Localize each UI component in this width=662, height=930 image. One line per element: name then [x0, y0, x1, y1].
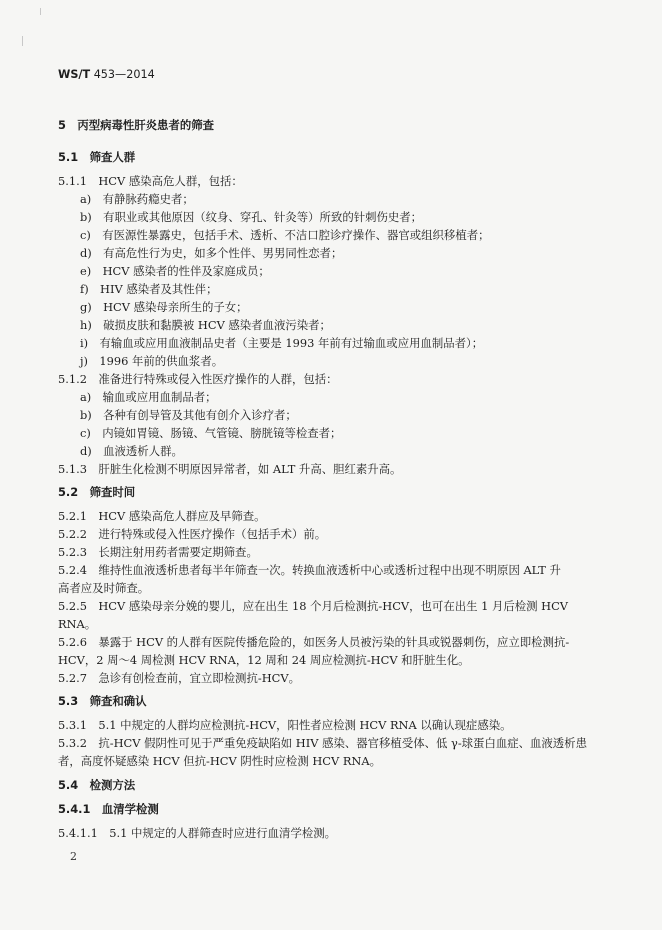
text-line: [58, 653, 662, 668]
text-line: [58, 372, 662, 387]
text-line: [58, 599, 662, 614]
line-text: b) 各种有创导管及其他有创介入诊疗者；: [80, 408, 297, 422]
text-line: [58, 718, 662, 733]
line-text: a) 有静脉药瘾史者；: [80, 192, 194, 206]
line-text: HCV，2 周～4 周检测 HCV RNA，12 周和 24 周应检测抗-HCV 和肝脏生化。: [58, 653, 470, 667]
text-line: [58, 826, 662, 841]
text-line: [58, 754, 662, 769]
heading-text: 5.1 筛查人群: [58, 150, 136, 164]
text-line: [58, 581, 662, 596]
text-line: [80, 426, 662, 441]
heading-text: 5 丙型病毒性肝炎患者的筛查: [58, 118, 215, 132]
text-line: [80, 390, 662, 405]
line-text: c) 内镜如胃镜、肠镜、气管镜、膀胱镜等检查者；: [80, 426, 342, 440]
section-heading: [58, 150, 662, 165]
section-heading: [58, 118, 662, 133]
line-text: 5.2.5 HCV 感染母亲分娩的婴儿，应在出生 18 个月后检测抗-HCV，也可在出生 1 月后检测 HCV: [58, 599, 569, 613]
line-text: a) 输血或应用血制品者；: [80, 390, 217, 404]
line-text: f) HIV 感染者及其性伴；: [80, 282, 218, 296]
text-line: [58, 563, 662, 578]
heading-text: 5.3 筛查和确认: [58, 694, 147, 708]
line-text: b) 有职业或其他原因（纹身、穿孔、针灸等）所致的针刺伤史者；: [80, 210, 423, 224]
line-text: 5.2.2 进行特殊或侵入性医疗操作（包括手术）前。: [58, 527, 327, 541]
line-text: h) 破损皮肤和黏膜被 HCV 感染者血液污染者；: [80, 318, 331, 332]
text-line: [80, 336, 662, 351]
text-line: [58, 736, 662, 751]
line-text: 5.1.1 HCV 感染高危人群，包括：: [58, 174, 243, 188]
text-line: [80, 408, 662, 423]
heading-text: 5.4 检测方法: [58, 778, 136, 792]
line-text: d) 有高危性行为史，如多个性伴、男男同性恋者；: [80, 246, 343, 260]
section-heading: [58, 485, 662, 500]
line-text: i) 有输血或应用血液制品史者（主要是 1993 年前有过输血或应用血制品者）；: [80, 336, 484, 350]
scan-tick-mark: [22, 36, 23, 46]
heading-text: 5.4.1 血清学检测: [58, 802, 159, 816]
line-text: g) HCV 感染母亲所生的子女；: [80, 300, 248, 314]
line-text: e) HCV 感染者的性伴及家庭成员；: [80, 264, 270, 278]
line-text: 5.1.3 肝脏生化检测不明原因异常者，如 ALT 升高、胆红素升高。: [58, 462, 402, 476]
text-line: [58, 617, 662, 632]
line-text: 5.4.1.1 5.1 中规定的人群筛查时应进行血清学检测。: [58, 826, 337, 840]
page-number: 2: [70, 850, 77, 863]
line-text: 者，高度怀疑感染 HCV 但抗-HCV 阴性时应检测 HCV RNA。: [58, 754, 381, 768]
text-line: [80, 264, 662, 279]
text-line: [58, 545, 662, 560]
text-line: [80, 246, 662, 261]
text-line: [58, 509, 662, 524]
line-text: RNA。: [58, 617, 97, 631]
text-line: [80, 354, 662, 369]
text-line: [58, 671, 662, 686]
line-text: 高者应及时筛查。: [58, 581, 150, 595]
line-text: 5.2.6 暴露于 HCV 的人群有医院传播危险的，如医务人员被污染的针具或锐器刺伤，应立即检测抗-: [58, 635, 570, 649]
line-text: 5.2.4 维持性血液透析患者每半年筛查一次。转换血液透析中心或透析过程中出现不明原因 ALT 升: [58, 563, 561, 577]
heading-text: 5.2 筛查时间: [58, 485, 136, 499]
line-text: c) 有医源性暴露史，包括手术、透析、不洁口腔诊疗操作、器官或组织移植者；: [80, 228, 490, 242]
line-text: j) 1996 年前的供血浆者。: [80, 354, 224, 368]
line-text: 5.2.7 急诊有创检查前，宜立即检测抗-HCV。: [58, 671, 300, 685]
text-line: [80, 318, 662, 333]
line-text: 5.1.2 准备进行特殊或侵入性医疗操作的人群，包括：: [58, 372, 338, 386]
scan-tick-mark: [40, 8, 41, 15]
standard-number: 453—2014: [93, 68, 155, 81]
text-line: [80, 228, 662, 243]
line-text: 5.3.1 5.1 中规定的人群均应检测抗-HCV，阳性者应检测 HCV RNA 以确认现症感染。: [58, 718, 512, 732]
text-line: [58, 635, 662, 650]
text-line: [80, 282, 662, 297]
line-text: 5.2.1 HCV 感染高危人群应及早筛查。: [58, 509, 266, 523]
section-heading: [58, 778, 662, 793]
text-line: [58, 462, 662, 477]
section-heading: [58, 802, 662, 817]
line-text: 5.2.3 长期注射用药者需要定期筛查。: [58, 545, 258, 559]
text-line: [58, 527, 662, 542]
text-line: [80, 192, 662, 207]
standard-code: WS/T: [58, 68, 91, 81]
standard-header: [58, 68, 155, 82]
text-line: [80, 210, 662, 225]
section-heading: [58, 694, 662, 709]
line-text: 5.3.2 抗-HCV 假阴性可见于严重免疫缺陷如 HIV 感染、器官移植受体、低 γ-球蛋白血症、血液透析患: [58, 736, 587, 750]
text-line: [58, 174, 662, 189]
text-line: [80, 300, 662, 315]
text-line: [80, 444, 662, 459]
line-text: d) 血液透析人群。: [80, 444, 183, 458]
